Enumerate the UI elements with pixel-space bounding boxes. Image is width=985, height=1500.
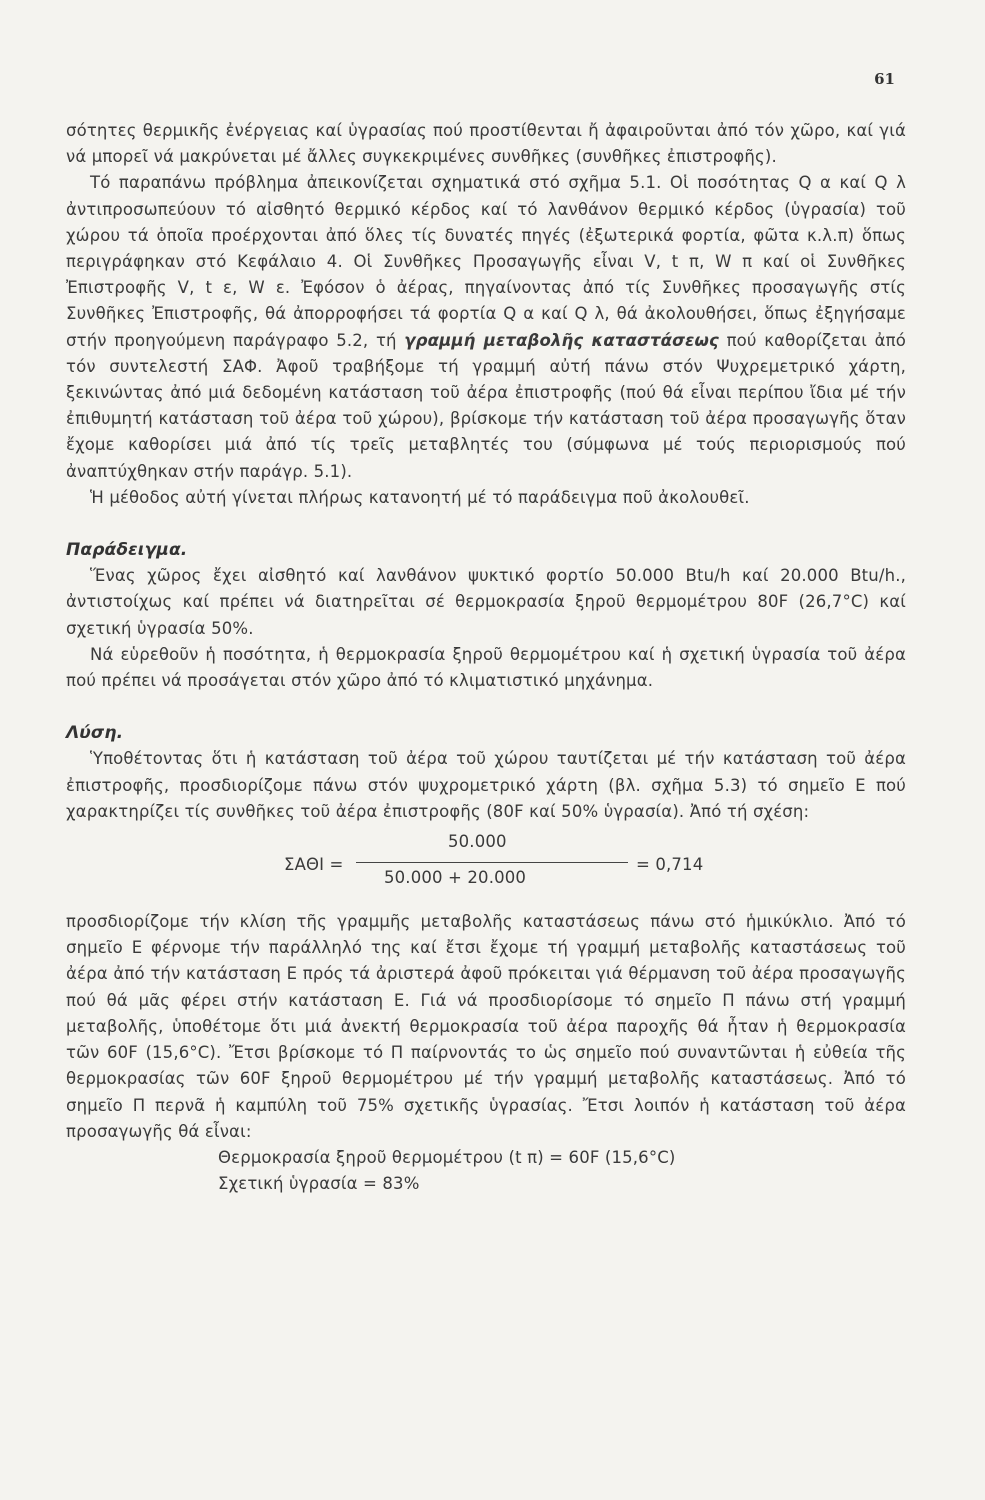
paragraph-problem-text-continued: πού καθορίζεται ἀπό τόν συντελεστή ΣΑΦ. Ἀφοῦ τραβήξομε τή γραμμή αὐτή πάνω στόν Ψυχρεμετρικό χάρτη, ξεκινώντας ἀπό μιά δεδομένη κατάσταση τοῦ ἀέρα ἐπιστροφῆς (πού θά εἶναι περίπου ἴδια μέ τήν ἐπιθυμητή κατάσταση τοῦ ἀέρα τοῦ χώρου), βρίσκομε τήν κατάσταση τοῦ ἀέρα προσαγωγῆς ὅταν ἔχομε καθορίσει μιά ἀπό τίς τρεῖς μεταβλητές του (σύμφωνα μέ τούς περιορισμούς πού ἀναπτύχθηκαν στήν παράγρ. 5.1).	[66, 330, 906, 481]
heading-example: Παράδειγμα.	[66, 540, 188, 561]
paragraph-solution-continued: προσδιορίζομε τήν κλίση τῆς γραμμῆς μεταβολῆς καταστάσεως πάνω στό ἡμικύκλιο. Ἀπό τό σημεῖο Ε φέρνομε τήν παράλληλό της καί ἔτσι ἔχομε τή γραμμή μεταβολῆς καταστάσεως τοῦ ἀέρα ἀπό τήν κατάσταση Ε πρός τά ἀριστερά ἀφοῦ πρόκειται γιά θέρμανση τοῦ ἀέρα προσαγωγῆς πού θά μᾶς φέρει στήν κατάσταση Ε. Γιά νά προσδιορίσομε τό σημεῖο Π πάνω στή γραμμή μεταβολῆς, ὑποθέτομε ὅτι μιά ἀνεκτή θερμοκρασία τοῦ ἀέρα παροχῆς θά ἦταν ἡ θερμοκρασία τῶν 60F (15,6°C). Ἔτσι βρίσκομε τό Π παίρνοντάς το ὡς σημεῖο πού συναντῶνται ἡ εὐθεία τῆς θερμοκρασίας τῶν 60F ξηροῦ θερμομέτρου μέ τήν γραμμή μεταβολῆς καταστάσεως. Ἀπό τό σημεῖο Π περνᾶ ἡ καμπύλη τοῦ 75% σχετικῆς ὑγρασίας. Ἔτσι λοιπόν ἡ κατάσταση τοῦ ἀέρα προσαγωγῆς θά εἶναι:	[66, 912, 906, 1141]
paragraph-example-statement: Ἕνας χῶρος ἔχει αἰσθητό καί λανθάνον ψυκτικό φορτίο 50.000 Btu/h καί 20.000 Btu/h., ἀντιστοίχως καί πρέπει νά διατηρεῖται σέ θερμοκρασία ξηροῦ θερμομέτρου 80F (26,7°C) καί σχετική ὑγρασία 50%.	[66, 566, 906, 638]
paragraph-solution-start: Ὑποθέτοντας ὅτι ἡ κατάσταση τοῦ ἀέρα τοῦ χώρου ταυτίζεται μέ τήν κατάσταση τοῦ ἀέρα ἐπιστροφῆς, προσδιορίζομε πάνω στόν ψυχρομετρικό χάρτη (βλ. σχῆμα 5.3) τό σημεῖο Ε πού χαρακτηρίζει τίς συνθῆκες τοῦ ἀέρα ἐπιστροφῆς (80F καί 50% ὑγρασία). Ἀπό τή σχέση:	[66, 749, 906, 821]
result-relative-humidity: Σχετική ὑγρασία = 83%	[218, 1174, 420, 1194]
formula-rhs: = 0,714	[636, 855, 704, 875]
paragraph-method-note: Ἡ μέθοδος αὐτή γίνεται πλήρως κατανοητή μέ τό παράδειγμα ποῦ ἀκολουθεῖ.	[90, 487, 750, 507]
formula-numerator: 50.000	[448, 832, 507, 852]
formula-denominator: 50.000 + 20.000	[384, 868, 527, 888]
heading-solution: Λύση.	[66, 723, 124, 744]
paragraph-problem-description	[66, 170, 906, 484]
paragraph-problem-text: Τό παραπάνω πρόβλημα ἀπεικονίζεται σχηματικά στό σχῆμα 5.1. Οἱ ποσότητας Q α καί Q λ ἀντιπροσωπεύουν τό αἰσθητό θερμικό κέρδος καί τό λανθάνον θερμικό κέρδος (ὑγρασία) τοῦ χώρου τά ὁποῖα προέρχονται ἀπό ὅλες τίς δυνατές πηγές (ἐξωτερικά φορτία, φῶτα κ.λ.π) ὅπως περιγράφηκαν στό Κεφάλαιο 4. Οἱ Συνθῆκες Προσαγωγῆς εἶναι V, t π, W π καί οἱ Συνθῆκες Ἐπιστροφῆς V, t ε, W ε. Ἐφόσον ὁ ἀέρας, πηγαίνοντας ἀπό τίς Συνθῆκες προσαγωγῆς στίς Συνθῆκες Ἐπιστροφῆς, θά ἀπορροφήσει τά φορτία Q α καί Q λ, θά ἀκολουθήσει, ὅπως ἐξηγήσαμε στήν προηγούμενη παράγραφο 5.2, τή	[66, 173, 906, 350]
page-body	[66, 118, 906, 1197]
emphasis-state-change-line: γραμμή μεταβολῆς καταστάσεως	[404, 330, 719, 350]
result-dry-bulb-temperature: Θερμοκρασία ξηροῦ θερμομέτρου (t π) = 60F (15,6°C)	[218, 1147, 676, 1167]
formula-sensible-heat-ratio	[66, 829, 906, 903]
paragraph-intro: σότητες θερμικῆς ἐνέργειας καί ὑγρασίας πού προστίθενται ἤ ἀφαιροῦνται ἀπό τόν χῶρο, καί γιά νά μπορεῖ νά μακρύνεται μέ ἄλλες συγκεκριμένες συνθῆκες (συνθῆκες ἐπιστροφῆς).	[66, 121, 906, 167]
page-number: 61	[874, 70, 895, 88]
formula-lhs: ΣΑΘΙ =	[284, 855, 344, 875]
paragraph-example-question: Νά εὑρεθοῦν ἡ ποσότητα, ἡ θερμοκρασία ξηροῦ θερμομέτρου καί ἡ σχετική ὑγρασία τοῦ ἀέρα πού πρέπει νά προσάγεται στόν χῶρο ἀπό τό κλιματιστικό μηχάνημα.	[66, 644, 906, 691]
fraction-bar	[356, 862, 628, 863]
